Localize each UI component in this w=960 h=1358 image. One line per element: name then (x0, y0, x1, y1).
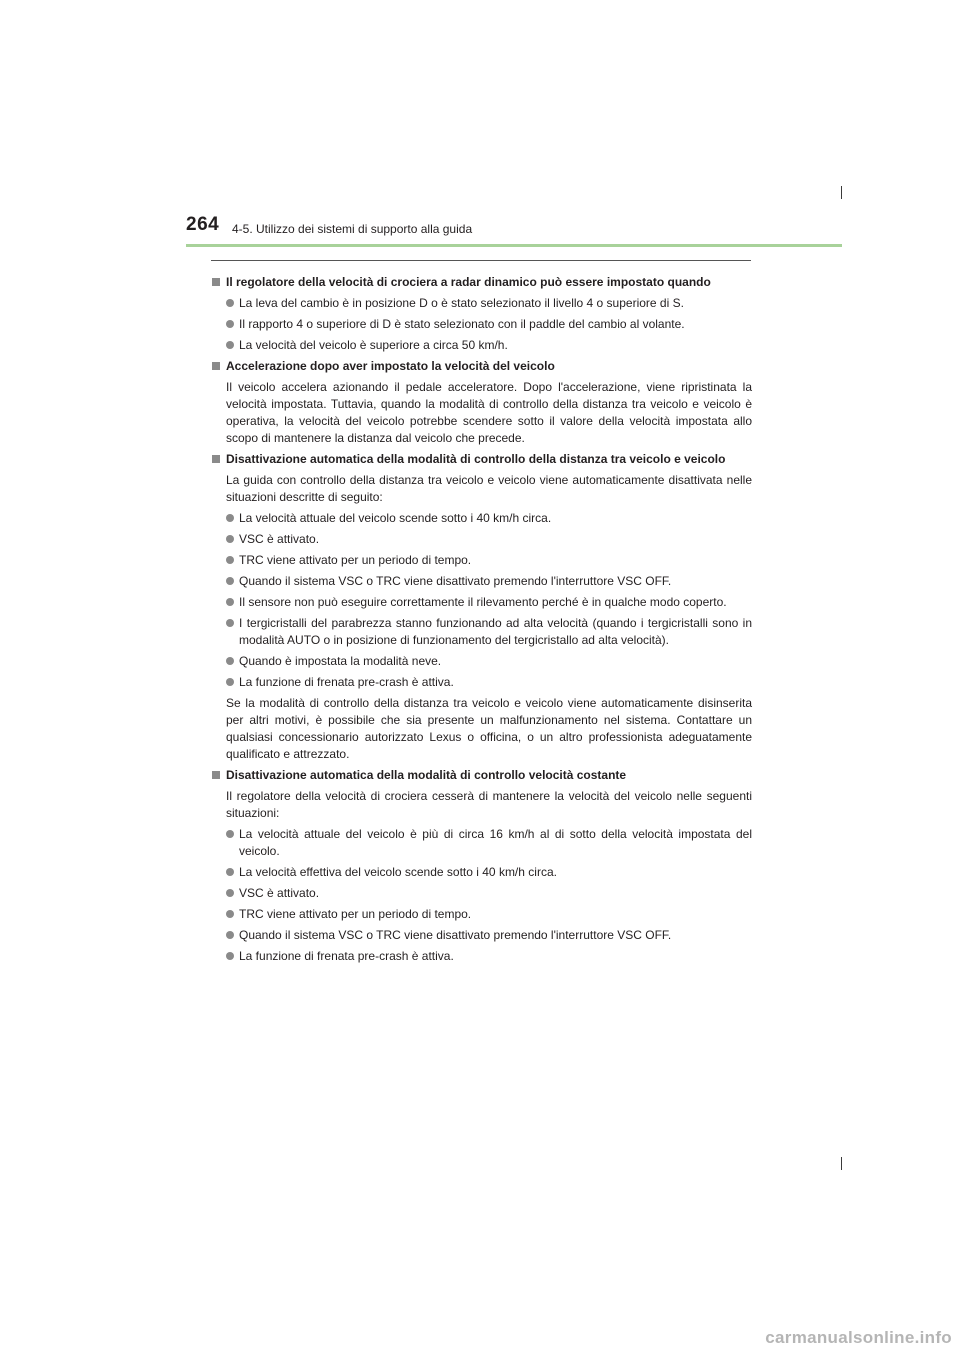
round-bullet-icon (226, 619, 234, 627)
section-heading-text: Il regolatore della velocità di crociera a radar dinamico può essere impostato quando (226, 275, 711, 289)
list-item-text: La funzione di frenata pre-crash è attiva. (239, 675, 454, 689)
round-bullet-icon (226, 535, 234, 543)
square-bullet-icon (212, 278, 220, 286)
round-bullet-icon (226, 830, 234, 838)
round-bullet-icon (226, 598, 234, 606)
header-rule (186, 244, 842, 247)
round-bullet-icon (226, 299, 234, 307)
round-bullet-icon (226, 341, 234, 349)
list-item (212, 531, 752, 548)
list-item (212, 826, 752, 860)
watermark: carmanualsonline.info (765, 1328, 952, 1347)
list-item (212, 653, 752, 670)
list-item-text: Quando il sistema VSC o TRC viene disattivato premendo l'interruttore VSC OFF. (239, 928, 672, 942)
square-bullet-icon (212, 771, 220, 779)
list-item-text: Quando il sistema VSC o TRC viene disattivato premendo l'interruttore VSC OFF. (239, 574, 672, 588)
list-item-text: Il sensore non può eseguire correttamente il rilevamento perché è in qualche modo coperto. (239, 595, 727, 609)
section-heading-text: Accelerazione dopo aver impostato la velocità del veicolo (226, 359, 555, 373)
paragraph: Il regolatore della velocità di crociera cesserà di mantenere la velocità del veicolo nelle seguenti situazioni: (226, 789, 752, 820)
square-bullet-icon (212, 362, 220, 370)
list-item (212, 864, 752, 881)
paragraph: Il veicolo accelera azionando il pedale acceleratore. Dopo l'accelerazione, viene ripristinata la velocità impostata. Tuttavia, quando la modalità di controllo della distanza tra veicolo e veicolo è operativa, la velocità del veicolo potrebbe scendere sotto il valore della velocità impostata allo scopo di mantenere la distanza dal veicolo che precede. (226, 380, 752, 445)
list-item (212, 615, 752, 649)
list-item-text: La leva del cambio è in posizione D o è stato selezionato il livello 4 o superiore di S. (239, 296, 684, 310)
list-item (212, 674, 752, 691)
list-item (212, 337, 752, 354)
crop-mark-top-right (841, 186, 842, 199)
list-item-text: I tergicristalli del parabrezza stanno funzionando ad alta velocità (quando i tergicristalli sono in modalità AUTO o in posizione di funzionamento del tergicristallo ad alta velocità). (239, 616, 752, 647)
crop-mark-bottom-right (841, 1157, 842, 1170)
section-heading (212, 358, 752, 375)
list-item-text: La funzione di frenata pre-crash è attiva. (239, 949, 454, 963)
list-item-text: TRC viene attivato per un periodo di tempo. (239, 553, 472, 567)
section-heading (212, 767, 752, 784)
round-bullet-icon (226, 868, 234, 876)
list-item (212, 510, 752, 527)
list-item-text: TRC viene attivato per un periodo di tempo. (239, 907, 472, 921)
list-item (212, 316, 752, 333)
round-bullet-icon (226, 889, 234, 897)
section-title: 4-5. Utilizzo dei sistemi di supporto alla guida (232, 222, 473, 236)
round-bullet-icon (226, 320, 234, 328)
round-bullet-icon (226, 657, 234, 665)
paragraph: La guida con controllo della distanza tra veicolo e veicolo viene automaticamente disattivata nelle situazioni descritte di seguito: (226, 473, 752, 504)
list-item-text: VSC è attivato. (239, 532, 320, 546)
list-item (212, 552, 752, 569)
round-bullet-icon (226, 514, 234, 522)
round-bullet-icon (226, 910, 234, 918)
round-bullet-icon (226, 577, 234, 585)
square-bullet-icon (212, 455, 220, 463)
section-heading (212, 274, 752, 291)
list-item (212, 885, 752, 902)
list-item-text: Quando è impostata la modalità neve. (239, 654, 442, 668)
section-heading-text: Disattivazione automatica della modalità di controllo della distanza tra veicolo e veicolo (226, 452, 726, 466)
page-number: 264 (186, 214, 220, 235)
list-item (212, 594, 752, 611)
list-item (212, 948, 752, 965)
list-item (212, 295, 752, 312)
list-item (212, 906, 752, 923)
round-bullet-icon (226, 931, 234, 939)
round-bullet-icon (226, 556, 234, 564)
list-item-text: Il rapporto 4 o superiore di D è stato selezionato con il paddle del cambio al volante. (239, 317, 685, 331)
list-item (212, 927, 752, 944)
round-bullet-icon (226, 678, 234, 686)
list-item-text: La velocità effettiva del veicolo scende sotto i 40 km/h circa. (239, 865, 557, 879)
list-item (212, 573, 752, 590)
list-item-text: La velocità del veicolo è superiore a circa 50 km/h. (239, 338, 508, 352)
list-item-text: La velocità attuale del veicolo scende sotto i 40 km/h circa. (239, 511, 552, 525)
content-body (212, 270, 752, 969)
round-bullet-icon (226, 952, 234, 960)
section-heading-text: Disattivazione automatica della modalità di controllo velocità costante (226, 768, 627, 782)
content-top-rule (211, 260, 751, 261)
paragraph: Se la modalità di controllo della distanza tra veicolo e veicolo viene automaticamente disinserita per altri motivi, è possibile che sia presente un malfunzionamento nel sistema. Contattare un qualsiasi concessionario autorizzato Lexus o officina, o un altro professionista adeguatamente qualificato e attrezzato. (226, 696, 752, 761)
section-heading (212, 451, 752, 468)
list-item-text: VSC è attivato. (239, 886, 320, 900)
list-item-text: La velocità attuale del veicolo è più di circa 16 km/h al di sotto della velocità impostata del veicolo. (239, 827, 752, 858)
